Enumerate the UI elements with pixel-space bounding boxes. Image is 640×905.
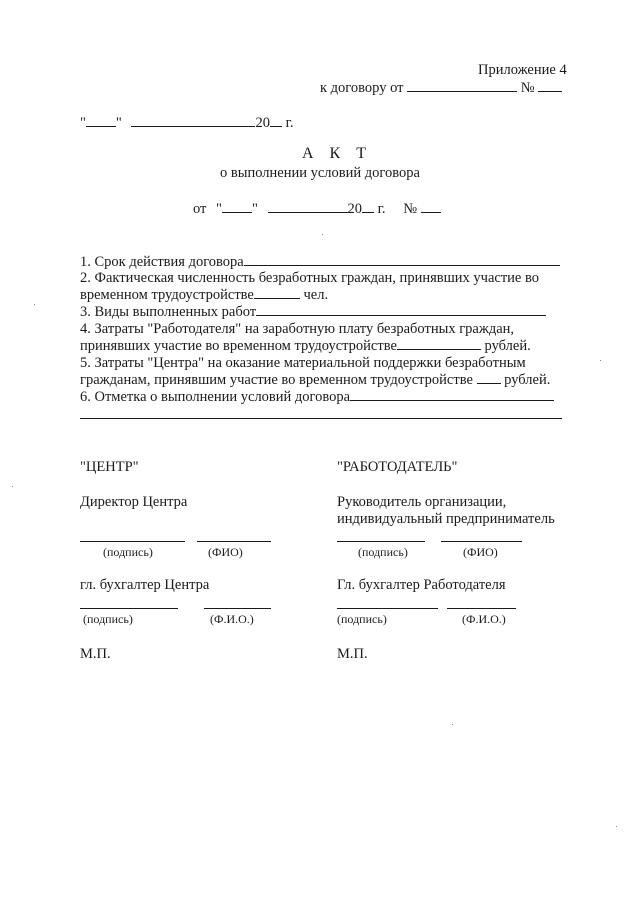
center-director-signature-line[interactable] (80, 541, 185, 542)
document-title: А К Т (302, 145, 372, 162)
act-month-field[interactable] (268, 211, 348, 213)
headcount-field[interactable] (254, 297, 300, 299)
center-name-caption: (ФИО) (208, 545, 243, 559)
item-work-types: 3. Виды выполненных работ (80, 305, 546, 320)
term-field[interactable] (244, 264, 560, 266)
center-accountant-signature-line[interactable] (80, 608, 178, 609)
completion-mark-field[interactable] (350, 399, 554, 401)
center-director-label: Директор Центра (80, 494, 188, 510)
item-employer-costs-line2: принявших участие во временном трудоустройстве рублей. (80, 338, 531, 354)
item-headcount-line1: 2. Фактическая численность безработных граждан, принявших участие во (80, 270, 539, 286)
employer-head-signature-line[interactable] (337, 541, 425, 542)
act-day-field[interactable] (222, 211, 252, 213)
employer-signature-caption: (подпись) (358, 545, 408, 559)
center-accountant-name-line[interactable] (204, 608, 271, 609)
act-year-field[interactable] (362, 211, 374, 213)
contract-number-field[interactable] (538, 90, 562, 92)
center-accountant-label: гл. бухгалтер Центра (80, 577, 210, 593)
employer-accountant-signature-line[interactable] (337, 608, 438, 609)
employer-accountant-name-caption: (Ф.И.О.) (462, 612, 506, 626)
item-term: 1. Срок действия договора (80, 255, 560, 270)
center-accountant-signature-caption: (подпись) (83, 612, 133, 626)
center-signature-caption: (подпись) (103, 545, 153, 559)
employer-heading: "РАБОТОДАТЕЛЬ" (337, 459, 458, 475)
center-stamp-label: М.П. (80, 646, 111, 662)
contract-date-field[interactable] (407, 90, 517, 92)
date-month-field[interactable] (131, 125, 255, 127)
appendix-label: Приложение 4 (478, 62, 567, 78)
item-center-costs-line2: гражданам, принявшим участие во временном трудоустройстве рублей. (80, 372, 551, 388)
employer-name-caption: (ФИО) (463, 545, 498, 559)
act-date-number: от " " 20 г. № (193, 202, 441, 217)
scan-speck (600, 360, 601, 361)
document-date: " " 20 г. (80, 115, 294, 131)
employer-costs-field[interactable] (397, 348, 481, 350)
center-costs-field[interactable] (477, 382, 501, 384)
contract-number-sign: № (520, 80, 535, 96)
item-headcount-line2: временном трудоустройстве чел. (80, 287, 329, 303)
scan-speck (322, 234, 323, 235)
employer-accountant-signature-caption: (подпись) (337, 612, 387, 626)
act-number-field[interactable] (421, 211, 441, 213)
center-director-name-line[interactable] (197, 541, 271, 542)
employer-accountant-label: Гл. бухгалтер Работодателя (337, 577, 506, 593)
date-day-field[interactable] (86, 125, 116, 127)
completion-mark-extra-line[interactable] (80, 418, 562, 419)
contract-prefix: к договору от (320, 80, 404, 96)
scan-speck (452, 724, 453, 725)
scan-speck (34, 304, 35, 305)
work-types-field[interactable] (256, 314, 546, 316)
contract-reference (320, 81, 562, 96)
employer-stamp-label: М.П. (337, 646, 368, 662)
item-employer-costs-line1: 4. Затраты "Работодателя" на заработную плату безработных граждан, (80, 321, 515, 337)
date-year-field[interactable] (270, 125, 282, 127)
document-subtitle: о выполнении условий договора (220, 165, 420, 181)
scan-speck (616, 826, 617, 827)
employer-accountant-name-line[interactable] (447, 608, 516, 609)
scan-speck (12, 486, 13, 487)
item-completion-mark: 6. Отметка о выполнении условий договора (80, 390, 554, 405)
employer-head-label-line1: Руководитель организации, (337, 494, 507, 510)
center-accountant-name-caption: (Ф.И.О.) (210, 612, 254, 626)
employer-head-label-line2: индивидуальный предприниматель (337, 511, 555, 527)
employer-head-name-line[interactable] (441, 541, 522, 542)
item-center-costs-line1: 5. Затраты "Центра" на оказание материальной поддержки безработным (80, 355, 526, 371)
center-heading: "ЦЕНТР" (80, 459, 139, 475)
